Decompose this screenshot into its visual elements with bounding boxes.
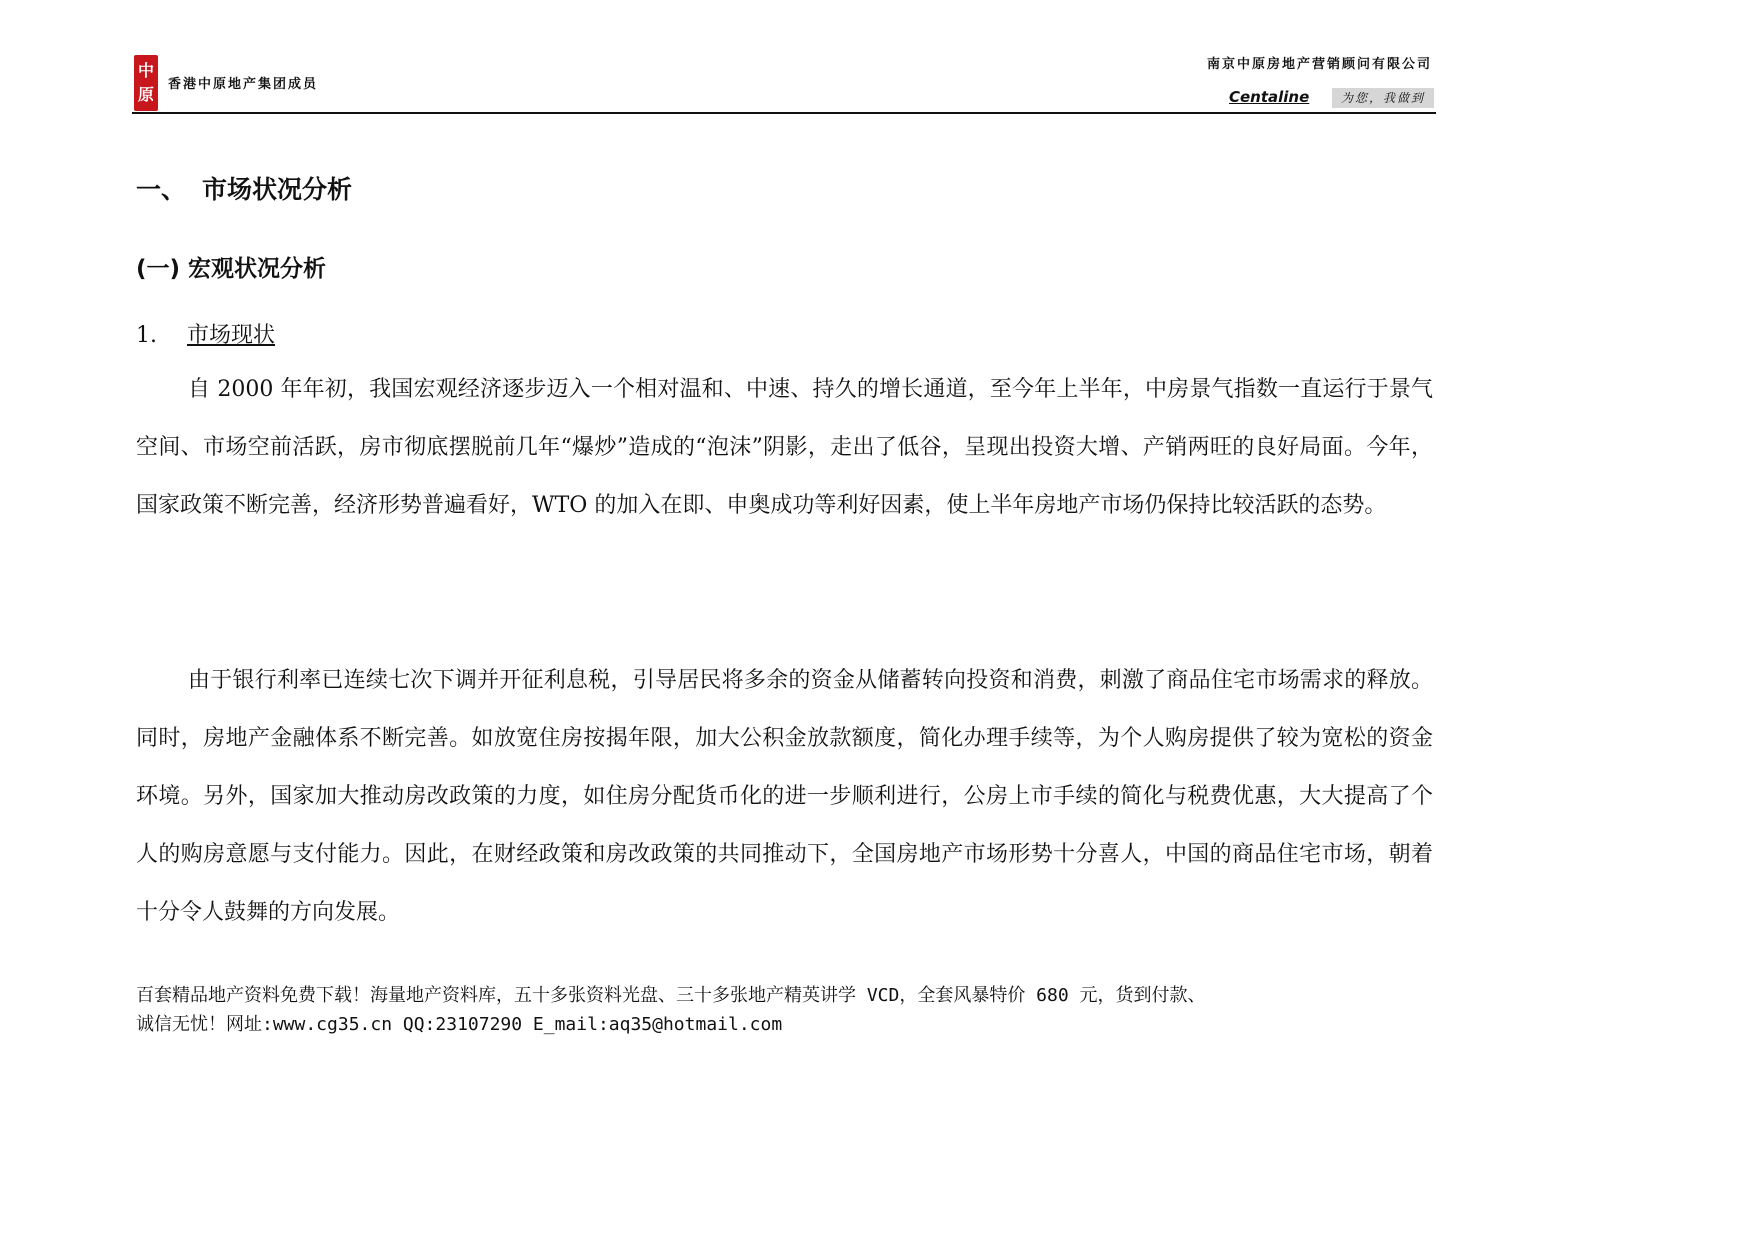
item-title: 市场现状	[187, 323, 276, 348]
centaline-logo	[134, 55, 158, 111]
section-heading	[136, 170, 352, 206]
body-paragraph: 自 2000 年年初，我国宏观经济逐步迈入一个相对温和、中速、持久的增长通道，至今年上半年，中房景气指数一直运行于景气空间、市场空前活跃，房市彻底摆脱前几年“爆炒”造成的“泡沫”阴影，走出了低谷，呈现出投资大增、产销两旺的良好局面。今年，国家政策不断完善，经济形势普遍看好，WTO 的加入在即、申奥成功等利好因素，使上半年房地产市场仍保持比较活跃的态势。	[136, 377, 1433, 518]
section-number: 一、	[136, 175, 187, 204]
section-title: 市场状况分析	[202, 175, 353, 204]
footer-advertisement	[136, 981, 1436, 1039]
brand-name: Centaline	[1229, 88, 1310, 106]
item-number: 1.	[136, 323, 157, 348]
logo-char-bottom: 原	[137, 85, 154, 104]
footer-line: 百套精品地产资料免费下载！海量地产资料库，五十多张资料光盘、三十多张地产精英讲学 VCD，全套风暴特价 680 元，货到付款、	[136, 985, 1206, 1006]
body-paragraph: 由于银行利率已连续七次下调并开征利息税，引导居民将多余的资金从储蓄转向投资和消费，刺激了商品住宅市场需求的释放。同时，房地产金融体系不断完善。如放宽住房按揭年限，加大公积金放款额度，简化办理手续等，为个人购房提供了较为宽松的资金环境。另外，国家加大推动房改政策的力度，如住房分配货币化的进一步顺利进行，公房上市手续的简化与税费优惠，大大提高了个人的购房意愿与支付能力。因此，在财经政策和房改政策的共同推动下，全国房地产市场形势十分喜人，中国的商品住宅市场，朝着十分令人鼓舞的方向发展。	[136, 668, 1433, 925]
footer-line: 诚信无忧！网址:www.cg35.cn QQ:23107290 E_mail:aq35@hotmail.com	[136, 1014, 783, 1035]
slogan: 为您，我做到	[1332, 88, 1434, 108]
header-divider	[132, 112, 1436, 114]
subsection-heading: (一) 宏观状况分析	[136, 256, 327, 282]
group-member-text: 香港中原地产集团成员	[168, 77, 319, 92]
company-name: 南京中原房地产营销顾问有限公司	[1206, 57, 1432, 72]
item-heading	[136, 318, 275, 349]
logo-char-top: 中	[137, 61, 154, 80]
